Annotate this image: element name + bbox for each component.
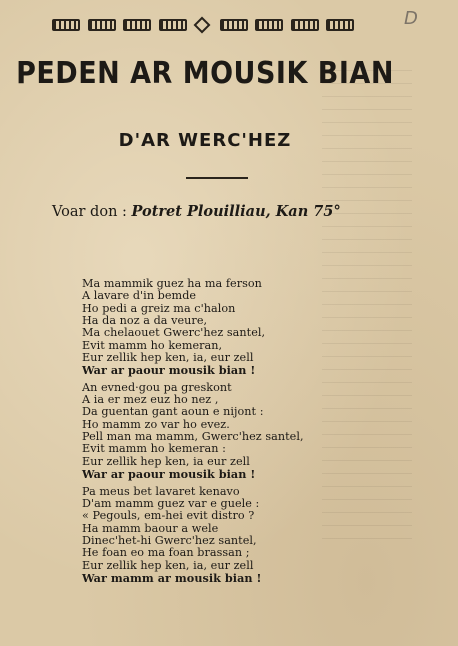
verse-line: Ha da noz a da veure, [82,314,208,328]
verse-line: Eur zellik hep ken, ia eur zell [82,454,250,468]
decorative-frieze [52,16,354,34]
verse-line: Ma chelaouet Gwerc'hez santel, [82,326,266,340]
frieze-ornament [52,19,80,31]
frieze-ornament [88,19,116,31]
song-subtitle: D'AR WERC'HEZ [118,130,292,151]
tune-line [52,203,392,220]
verse-line: He foan eo ma foan brassan ; [82,546,250,560]
frieze-ornament [291,19,319,31]
verse-line: A ia er mez euz ho nez , [82,393,219,407]
tune-value: Potret Plouilliau, Kan 75° [131,203,341,220]
verse-line: An evned·gou pa greskont [82,380,232,394]
verse-line: Eur zellik hep ken, ia, eur zell [82,558,254,572]
verse-line: Ho mamm zo var ho evez. [82,417,230,431]
frieze-center-ornament [194,17,212,33]
verse-line: Eur zellik hep ken, ia, eur zell [82,351,254,365]
verse-line: Pell man ma mamm, Gwerc'hez santel, [82,430,304,444]
verse-line: War ar paour mousik bian ! [82,467,256,482]
verses [82,278,382,589]
verse-line: Pa meus bet lavaret kenavo [82,484,240,498]
divider-rule [186,177,248,179]
verse-line: Evit mamm ho kemeran : [82,442,226,456]
tune-label: Voar don : [52,204,127,220]
corner-handwritten-mark: D [404,8,418,29]
stanza [82,382,382,481]
stanza [82,278,382,377]
verse-line: Ma mammik guez ha ma ferson [82,277,262,290]
frieze-ornament [159,19,187,31]
verse-line: War ar paour mousik bian ! [82,363,256,378]
frieze-ornament [220,19,248,31]
verse-line: Dinec'het-hi Gwerc'hez santel, [82,533,257,547]
verse-line: Da guentan gant aoun e nijont : [82,405,264,419]
verse-line: Ho pedi a greiz ma c'halon [82,301,236,315]
stanza [82,486,382,585]
song-title: PEDEN AR MOUSIK BIAN [16,56,394,91]
verse-line: Evit mamm ho kemeran, [82,338,223,352]
verse-line: « Pegouls, em-hei evit distro ? [82,509,255,523]
verse-line: War mamm ar mousik bian ! [82,570,262,585]
verse-line: D'am mamm guez var e guele : [82,496,260,510]
frieze-ornament [123,19,151,31]
verse-line: Ha mamm baour a wele [82,521,219,535]
frieze-ornament [326,19,354,31]
frieze-ornament [255,19,283,31]
verse-line: A lavare d'in bemde [82,289,197,303]
